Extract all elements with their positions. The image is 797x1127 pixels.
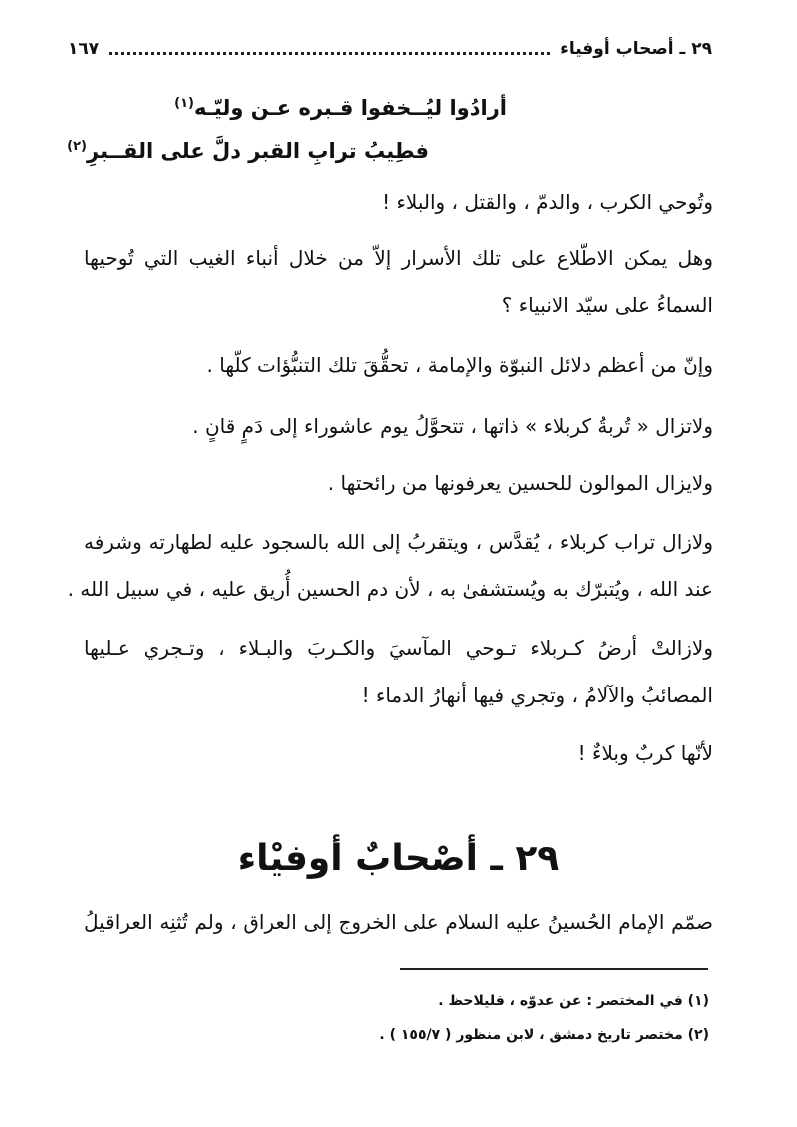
paragraph-line: المصائبُ والآلامُ ، وتجري فيها أنهارُ الدماء ! (361, 683, 713, 707)
paragraph-line: ولازال تراب كربلاء ، يُقدَّس ، ويتقربُ إلى الله بالسجود عليه لطهارته وشرفه (84, 530, 713, 554)
header-page-number: ١٦٧ (68, 39, 100, 59)
paragraph-line: وإنّ من أعظم دلائل النبوّة والإمامة ، تحقُّقَ تلك التنبُّؤات كلّها . (206, 353, 713, 377)
running-header (68, 34, 712, 64)
poem-line-1-text: أرادُوا ليُــخفوا قـبره عـن وليّـه (194, 96, 507, 120)
paragraph-line: ولايزال الموالون للحسين يعرفونها من رائحتها . (327, 471, 713, 495)
chapter-first-line: صمّم الإمام الحُسينُ عليه السلام على الخروج إلى العراق ، ولم تُثنِه العراقيلُ (84, 910, 713, 934)
chapter-title: ٢٩ ـ أصْحابٌ أوفيْاء (237, 838, 560, 879)
footnote-separator (400, 968, 708, 970)
header-section-title: ٢٩ ـ أصحاب أوفياء (560, 39, 712, 59)
footnote-ref-2: (٢) (67, 139, 87, 154)
paragraph-line: السماءُ على سيّد الانبياء ؟ (501, 293, 713, 317)
footnote-ref-1: (١) (174, 96, 194, 111)
paragraph-line: عند الله ، ويُتبرّك به ويُستشفىٰ به ، لأن دم الحسين أُريق عليه ، في سبيل الله . (67, 577, 713, 601)
paragraph-line: ولاتزال « تُربةُ كربلاء » ذاتها ، تتحوَّلُ يوم عاشوراء إلى دَمٍ قانٍ . (192, 414, 713, 438)
header-leader-dots (109, 52, 550, 55)
poem-line-2-text: فطِيبُ ترابِ القبر دلَّ على القــبرِ (87, 139, 429, 163)
footnote-2: (٢) مختصر تاريخ دمشق ، لابن منظور ( ١٥٥/٧ ) . (379, 1027, 709, 1043)
poem-line-2 (67, 139, 429, 163)
paragraph-line: ولازالتْ أرضُ كـربلاء تـوحي المآسيَ والكـربَ والبـلاء ، وتـجري عـليها (84, 636, 713, 660)
paragraph-line: وتُوحي الكرب ، والدمّ ، والقتل ، والبلاء ! (382, 190, 713, 214)
paragraph-line: لأنّها كربٌ وبلاءٌ ! (577, 741, 713, 765)
footnote-1: (١) في المختصر : عن عدوّه ، فليلاحظ . (438, 993, 709, 1009)
poem-line-1 (174, 96, 507, 120)
paragraph-line: وهل يمكن الاطّلاع على تلك الأسرار إلاّ من خلال أنباء الغيب التي تُوحيها (84, 246, 713, 270)
